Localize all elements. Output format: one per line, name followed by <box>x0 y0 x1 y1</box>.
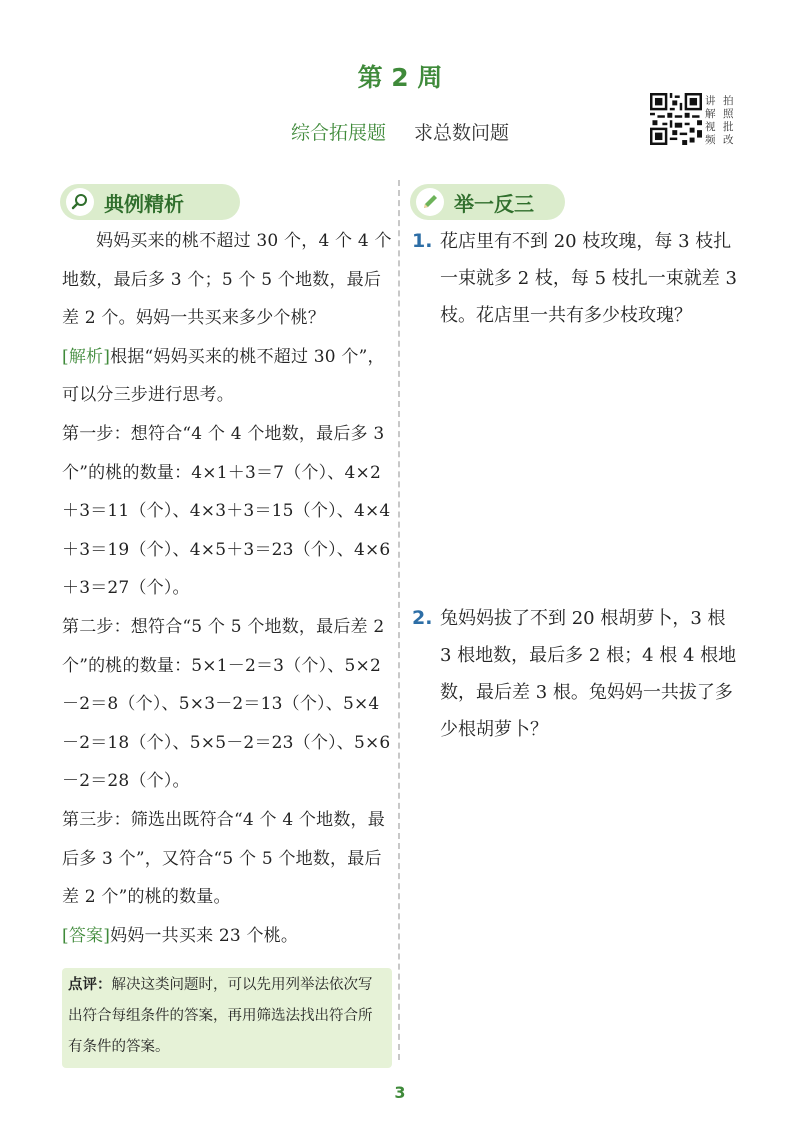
analysis-tag: [解析] <box>62 346 111 367</box>
step-three: 第三步：筛选出既符合“4 个 4 个地数，最后多 3 个”，又符合“5 个 5 个地数，最后差 2 个”的桃的数量。 <box>62 809 385 908</box>
practice-problem-1 <box>412 223 742 334</box>
analysis-text: 根据“妈妈买来的桃不超过 30 个”，可以分三步进行思考。 <box>62 346 385 406</box>
column-divider <box>398 180 400 1060</box>
page-number: 3 <box>394 1083 406 1102</box>
qr-code-icon[interactable] <box>650 93 702 145</box>
step-one: 第一步：想符合“4 个 4 个地数，最后多 3 个”的桃的数量：4×1＋3＝7（个）、4×2＋3＝11（个）、4×3＋3＝15（个）、4×4＋3＝19（个）、4×5＋3＝23（个）、4×6＋3＝27（个）。 <box>62 423 391 599</box>
step-two: 第二步：想符合“5 个 5 个地数，最后差 2 个”的桃的数量：5×1－2＝3（个）、5×2－2＝8（个）、5×3－2＝13（个）、5×4－2＝18（个）、5×5－2＝23（个）、5×6－2＝28（个）。 <box>62 616 391 792</box>
answer-paragraph <box>62 917 392 956</box>
problem-number: 2. <box>412 607 433 629</box>
pencil-icon <box>416 188 444 216</box>
comment-text: 解决这类问题时，可以先用列举法依次写出符合每组条件的答案，再用筛选法找出符合所有条件的答案。 <box>68 977 373 1055</box>
answer-text: 妈妈一共买来 23 个桃。 <box>110 925 299 946</box>
qr-caption: 讲 拍 解 照 视 批 频 改 <box>705 95 734 146</box>
problem-number: 1. <box>412 230 433 252</box>
comment-label: 点评： <box>68 977 112 993</box>
practice-section-header <box>410 184 565 220</box>
problem-text: 兔妈妈拔了不到 20 根胡萝卜，3 根 3 根地数，最后多 2 根；4 根 4 根地数，最后差 3 根。兔妈妈一共拔了多少根胡萝卜？ <box>440 608 737 740</box>
example-section-header <box>60 184 240 220</box>
week-title: 第 2 周 <box>357 63 443 92</box>
magnifier-icon <box>66 188 94 216</box>
category-label: 综合拓展题 <box>290 122 386 144</box>
answer-tag: [答案] <box>62 925 111 946</box>
example-body <box>62 222 392 955</box>
practice-section-title: 举一反三 <box>454 191 534 216</box>
topic-label: 求总数问题 <box>414 122 510 144</box>
problem-text: 花店里有不到 20 枝玫瑰，每 3 枝扎一束就多 2 枝，每 5 枝扎一束就差 3 枝。花店里一共有多少枝玫瑰？ <box>440 231 737 326</box>
example-section-title: 典例精析 <box>104 191 184 216</box>
example-question: 妈妈买来的桃不超过 30 个，4 个 4 个地数，最后多 3 个；5 个 5 个地数，最后差 2 个。妈妈一共买来多少个桃？ <box>62 231 392 329</box>
analysis-paragraph <box>62 338 392 415</box>
practice-problem-2 <box>412 600 742 748</box>
comment-box <box>62 968 392 1068</box>
